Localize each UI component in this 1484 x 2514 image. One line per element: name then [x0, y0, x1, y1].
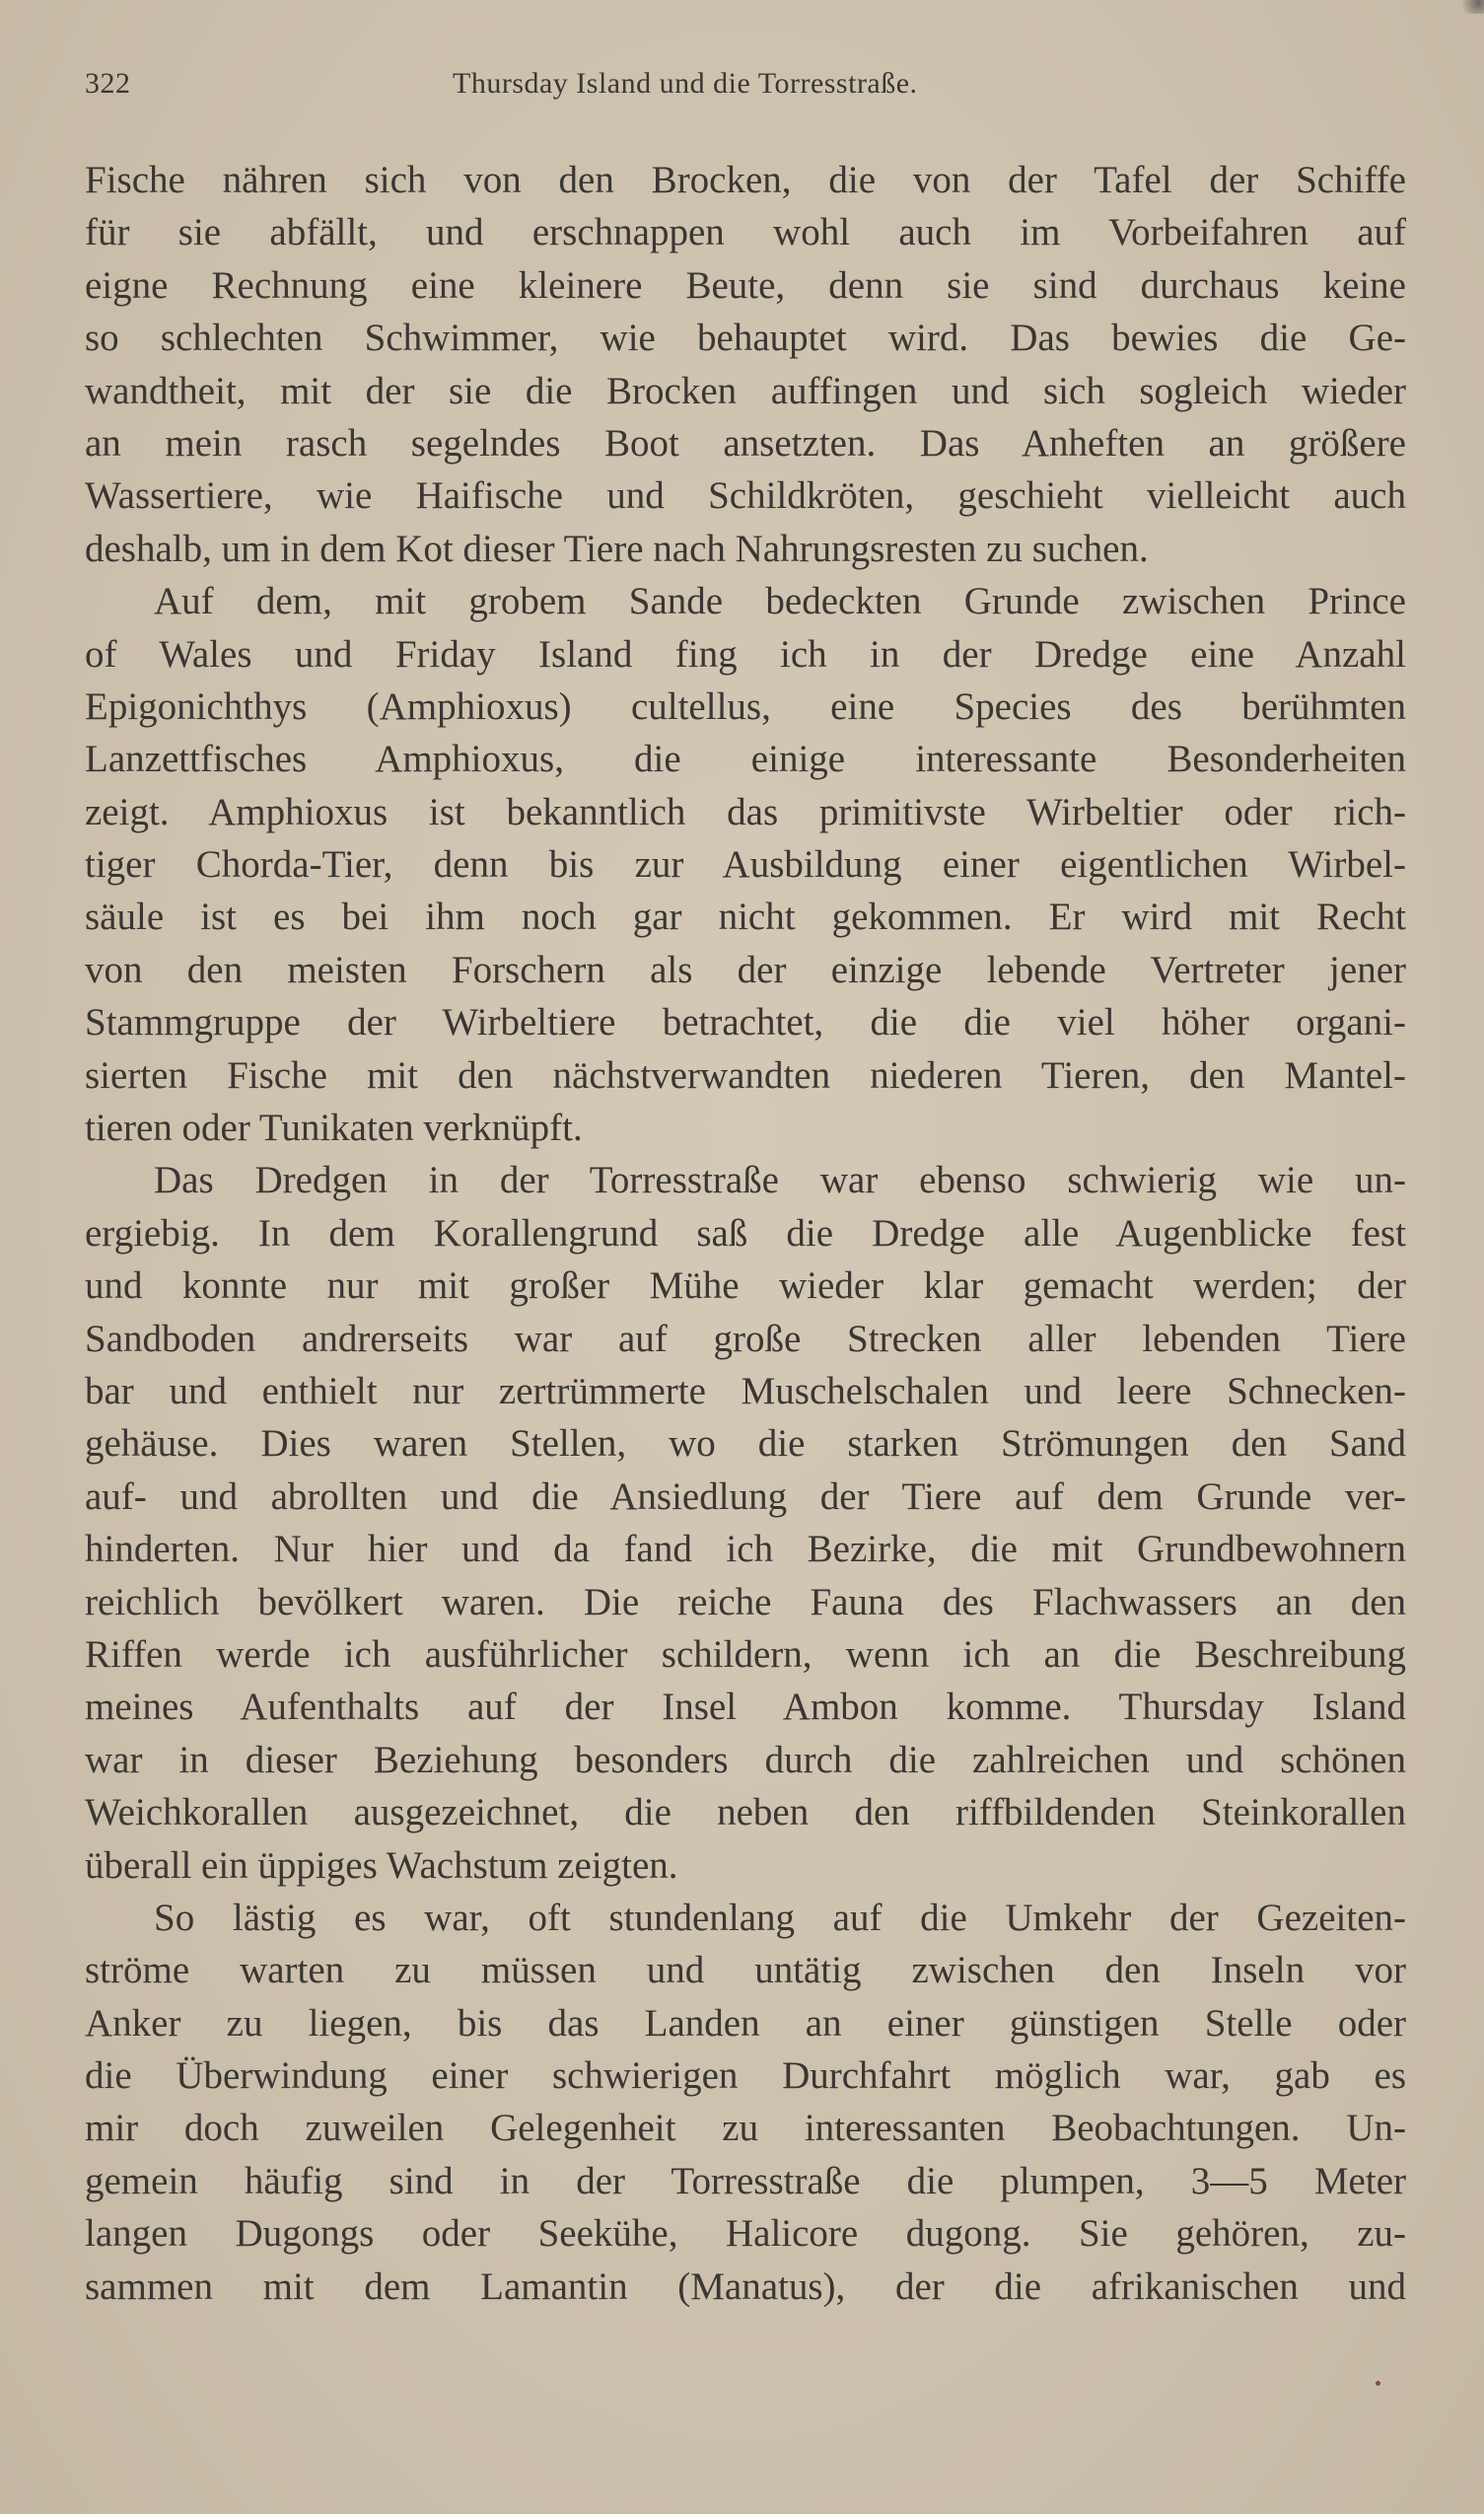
text-line: tieren oder Tunikaten verknüpft. — [85, 1107, 583, 1150]
text-line: gemein häufig sind in der Torresstraße die plumpen, 3—5 Meter — [85, 2159, 1406, 2202]
text-line: So lästig es war, oft stundenlang auf die Umkehr der Gezeiten- — [154, 1896, 1406, 1939]
text-line: gehäuse. Dies waren Stellen, wo die starken Strömungen den Sand — [85, 1422, 1406, 1466]
ink-speck — [1376, 2381, 1380, 2386]
paragraph — [85, 154, 1406, 575]
text-line: Stammgruppe der Wirbeltiere betrachtet, die die viel höher organi- — [85, 1001, 1406, 1044]
paragraph — [85, 575, 1406, 1154]
text-line: langen Dugongs oder Seekühe, Halicore dugong. Sie gehören, zu- — [85, 2212, 1406, 2256]
text-line: Weichkorallen ausgezeichnet, die neben den riffbildenden Steinkorallen — [85, 1791, 1406, 1834]
text-line: Lanzettfisches Amphioxus, die einige interessante Besonderheiten — [85, 738, 1406, 781]
text-line: bar und enthielt nur zertrümmerte Muschelschalen und leere Schnecken- — [85, 1369, 1406, 1412]
text-line: of Wales und Friday Island fing ich in der Dredge eine Anzahl — [85, 632, 1406, 676]
text-line: Wassertiere, wie Haifische und Schildkröten, geschieht vielleicht auch — [85, 474, 1406, 518]
text-line: tiger Chorda-Tier, denn bis zur Ausbildung einer eigentlichen Wirbel- — [85, 843, 1406, 887]
text-line: deshalb, um in dem Kot dieser Tiere nach Nahrungsresten zu suchen. — [85, 527, 1149, 570]
text-line: ergiebig. In dem Korallengrund saß die Dredge alle Augenblicke fest — [85, 1211, 1406, 1255]
text-line: hinderten. Nur hier und da fand ich Bezirke, die mit Grundbewohnern — [85, 1528, 1406, 1571]
text-line: überall ein üppiges Wachstum zeigten. — [85, 1843, 678, 1887]
text-line: säule ist es bei ihm noch gar nicht gekommen. Er wird mit Recht — [85, 896, 1406, 939]
text-line: Auf dem, mit grobem Sande bedeckten Grunde zwischen Prince — [154, 580, 1406, 623]
running-header — [85, 67, 1406, 110]
body-text — [85, 154, 1406, 2313]
text-line: reichlich bevölkert waren. Die reiche Fauna des Flachwassers an den — [85, 1580, 1406, 1623]
text-line: Epigonichthys (Amphioxus) cultellus, eine Species des berühmten — [85, 684, 1406, 728]
text-line: von den meisten Forschern als der einzige lebende Vertreter jener — [85, 948, 1406, 991]
text-line: so schlechten Schwimmer, wie behauptet wird. Das bewies die Ge- — [85, 317, 1406, 360]
text-line: Sandboden andrerseits war auf große Strecken aller lebenden Tiere — [85, 1317, 1406, 1360]
text-line: die Überwindung einer schwierigen Durchfahrt möglich war, gab es — [85, 2054, 1406, 2098]
text-line: zeigt. Amphioxus ist bekanntlich das primitivste Wirbeltier oder rich- — [85, 790, 1406, 833]
text-line: für sie abfällt, und erschnappen wohl auch im Vorbeifahren auf — [85, 211, 1406, 254]
text-line: Fische nähren sich von den Brocken, die von der Tafel der Schiffe — [85, 159, 1406, 201]
text-line: an mein rasch segelndes Boot ansetzten. Das Anheften an größere — [85, 421, 1406, 465]
text-line: sammen mit dem Lamantin (Manatus), der die afrikanischen und — [85, 2264, 1406, 2308]
text-line: sierten Fische mit den nächstverwandten niederen Tieren, den Mantel- — [85, 1053, 1406, 1097]
text-line: eigne Rechnung eine kleinere Beute, denn sie sind durchaus keine — [85, 263, 1406, 307]
text-line: Anker zu liegen, bis das Landen an einer günstigen Stelle oder — [85, 2001, 1406, 2045]
text-line: mir doch zuweilen Gelegenheit zu interessanten Beobachtungen. Un- — [85, 2107, 1406, 2150]
text-line: ströme warten zu müssen und untätig zwischen den Inseln vor — [85, 1949, 1406, 1992]
paragraph — [85, 1154, 1406, 1891]
text-line: auf- und abrollten und die Ansiedlung der Tiere auf dem Grunde ver- — [85, 1474, 1406, 1518]
text-line: Riffen werde ich ausführlicher schildern, wenn ich an die Beschreibung — [85, 1632, 1406, 1676]
page-number: 322 — [85, 67, 131, 100]
text-line: wandtheit, mit der sie die Brocken auffingen und sich sogleich wieder — [85, 369, 1406, 412]
text-line: Das Dredgen in der Torresstraße war ebenso schwierig wie un- — [154, 1159, 1406, 1202]
text-line: und konnte nur mit großer Mühe wieder klar gemacht werden; der — [85, 1264, 1406, 1308]
text-line: meines Aufenthalts auf der Insel Ambon komme. Thursday Island — [85, 1686, 1406, 1729]
running-title: Thursday Island und die Torresstraße. — [453, 67, 918, 100]
paragraph — [85, 1892, 1406, 2313]
text-line: war in dieser Beziehung besonders durch die zahlreichen und schönen — [85, 1738, 1406, 1781]
page-corner-mark — [1456, 0, 1484, 14]
